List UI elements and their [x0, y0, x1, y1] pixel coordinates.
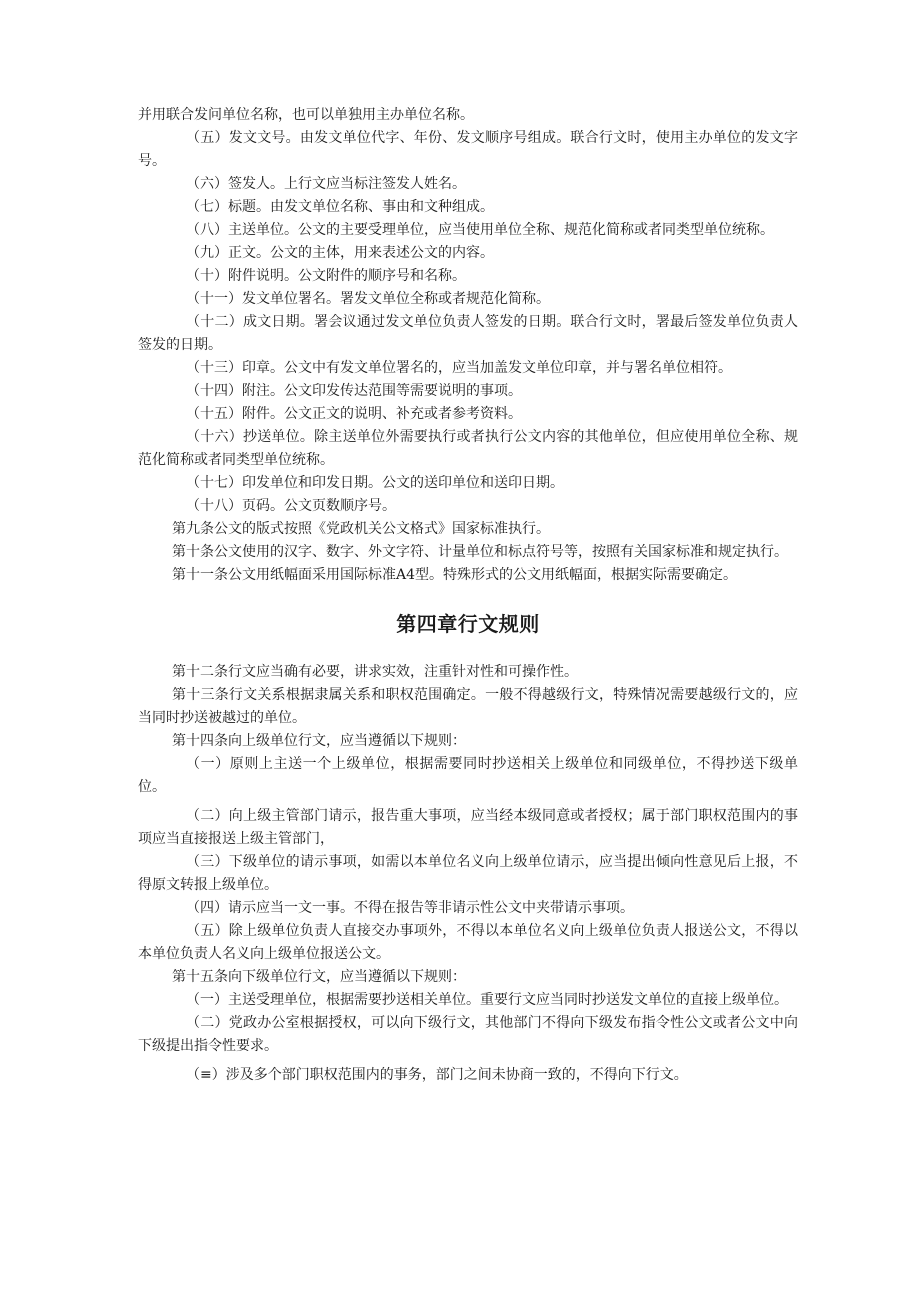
paragraph: （十一）发文单位署名。署发文单位全称或者规范化简称。	[186, 291, 550, 307]
paragraph: （十六）抄送单位。除主送单位外需要执行或者执行公文内容的其他单位，但应使用单位全称、规范化简称或者同类型单位统称。	[138, 429, 798, 468]
paragraph: （十）附件说明。公文附件的顺序号和名称。	[186, 268, 466, 284]
paragraph: 第十二条行文应当确有必要，讲求实效，注重针对性和可操作性。	[172, 664, 578, 680]
paragraph: 第十三条行文关系根据隶属关系和职权范围确定。一般不得越级行文，特殊情况需要越级行文的，应当同时抄送被越过的单位。	[138, 687, 798, 726]
paragraph: （七）标题。由发文单位名称、事由和文种组成。	[186, 199, 494, 215]
paragraph: （一）原则上主送一个上级单位，根据需要同时抄送相关上级单位和同级单位，不得抄送下级单位。	[138, 756, 798, 795]
paragraph: （四）请示应当一文一事。不得在报告等非请示性公文中夹带请示事项。	[186, 900, 634, 916]
paragraph: （二）向上级主管部门请示，报告重大事项，应当经本级同意或者授权；属于部门职权范围内的事项应当直接报送上级主管部门，	[138, 808, 798, 847]
paragraph: 第十条公文使用的汉字、数字、外文字符、计量单位和标点符号等，按照有关国家标准和规定执行。	[172, 544, 788, 560]
paragraph: （十八）页码。公文页数顺序号。	[186, 498, 396, 514]
paragraph: （十四）附注。公文印发传达范围等需要说明的事项。	[186, 383, 522, 399]
document-page	[138, 104, 798, 1087]
paragraph: 并用联合发问单位名称，也可以单独用主办单位名称。	[138, 107, 474, 123]
paragraph: （≡）涉及多个部门职权范围内的事务，部门之间未协商一致的，不得向下行文。	[186, 1067, 688, 1083]
paragraph: （九）正文。公文的主体，用来表述公文的内容。	[186, 245, 494, 261]
chapter-title: 第四章行文规则	[396, 612, 540, 636]
paragraph: （十七）印发单位和印发日期。公文的送印单位和送印日期。	[186, 475, 564, 491]
section-after-chapter	[138, 661, 798, 1087]
paragraph: （一）主送受理单位，根据需要抄送相关单位。重要行文应当同时抄送发文单位的直接上级单位。	[186, 992, 788, 1008]
paragraph: （五）发文文号。由发文单位代字、年份、发文顺序号组成。联合行文时，使用主办单位的发文字号。	[138, 130, 798, 169]
paragraph: （十五）附件。公文正文的说明、补充或者参考资料。	[186, 406, 522, 422]
paragraph: （三）下级单位的请示事项，如需以本单位名义向上级单位请示，应当提出倾向性意见后上报，不得原文转报上级单位。	[138, 854, 798, 893]
paragraph: （十三）印章。公文中有发文单位署名的，应当加盖发文单位印章，并与署名单位相符。	[186, 360, 732, 376]
paragraph: （二）党政办公室根据授权，可以向下级行文，其他部门不得向下级发布指令性公文或者公文中向下级提出指令性要求。	[138, 1015, 798, 1054]
paragraph: （八）主送单位。公文的主要受理单位，应当使用单位全称、规范化简称或者同类型单位统称。	[186, 222, 774, 238]
paragraph: 第九条公文的版式按照《党政机关公文格式》国家标准执行。	[172, 521, 550, 537]
paragraph: 第十四条向上级单位行文，应当遵循以下规则：	[172, 733, 466, 749]
section-before-chapter	[138, 104, 798, 587]
paragraph: 第十五条向下级单位行文，应当遵循以下规则：	[172, 969, 466, 985]
paragraph: 第十一条公文用纸幅面采用国际标准A4型。特殊形式的公文用纸幅面，根据实际需要确定。	[172, 567, 738, 583]
paragraph: （六）签发人。上行文应当标注签发人姓名。	[186, 176, 466, 192]
paragraph: （五）除上级单位负责人直接交办事项外，不得以本单位名义向上级单位负责人报送公文，不得以本单位负责人名义向上级单位报送公文。	[138, 923, 798, 962]
paragraph: （十二）成文日期。署会议通过发文单位负责人签发的日期。联合行文时，署最后签发单位负责人签发的日期。	[138, 314, 798, 353]
